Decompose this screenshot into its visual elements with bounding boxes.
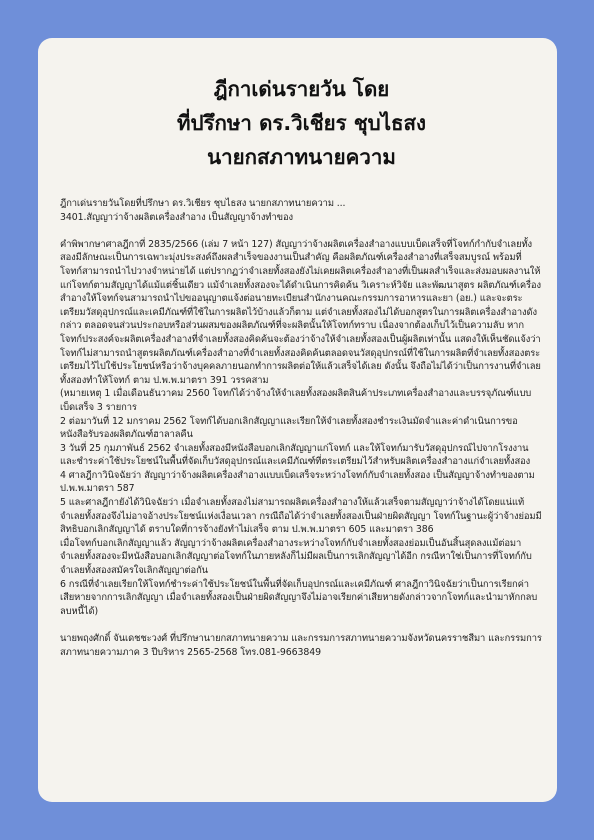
note-1: (หมายเหตุ 1 เมื่อเดือนธันวาคม 2560 โจทก์ได้ว่าจ้างให้จำเลยทั้งสองผลิตสินค้าประเภทเครื่องสำอางและบรรจุภัณฑ์แบบเบ็ดเสร็จ 3 รายการ <box>60 388 532 413</box>
title-line-2: ที่ปรึกษา ดร.วิเชียร ชุบไธสง <box>176 111 427 135</box>
paragraph-spacer <box>60 618 543 632</box>
note-5-continued: เมื่อโจทก์บอกเลิกสัญญาแล้ว สัญญาว่าจ้างผลิตเครื่องสำอางระหว่างโจทก์กับจำเลยทั้งสองย่อมเป็นอันสิ้นสุดลงแม้ต่อมาจำเลยทั้งสองจะมีหนังสือบอกเลิกสัญญาต่อโจทก์ในภายหลังก็ไม่มีผลเป็นการเลิกสัญญาได้อีก กรณีหาใช่เป็นการที่โจทก์กับจำเลยทั้งสองสมัครใจเลิกสัญญาต่อกัน <box>60 537 532 577</box>
note-4: 4 ศาลฎีกาวินิจฉัยว่า สัญญาว่าจ้างผลิตเครื่องสำอางแบบเบ็ดเสร็จระหว่างโจทก์กับจำเลยทั้งสอง เป็นสัญญาจ้างทำของตาม ป.พ.พ.มาตรา 587 <box>60 469 535 495</box>
note-5: 5 และศาลฎีกายังได้วินิจฉัยว่า เมื่อจำเลยทั้งสองไม่สามารถผลิตเครื่องสำอางให้แล้วเสร็จตามสัญญาว่าจ้างได้โดยแน่แท้ จำเลยทั้งสองจึงไม่อาจอ้างประโยชน์แห่งเงื่อนเวลา กรณีถือได้ว่าจำเลยทั้งสองเป็นฝ่ายผิดสัญญา โจทก์ในฐานะผู้ว่าจ้างย่อมมีสิทธิบอกเลิกสัญญาได้ ตราบใดที่การจ้างยังทำไม่เสร็จ ตาม ป.พ.พ.มาตรา 605 และมาตรา 386 <box>60 497 542 536</box>
document-card <box>38 38 557 802</box>
paragraph-spacer <box>60 224 543 238</box>
document-body <box>60 197 543 659</box>
document-title <box>60 72 543 174</box>
note-6: 6 กรณีที่จำเลยเรียกให้โจทก์ชำระค่าใช้ประโยชน์ในพื้นที่จัดเก็บอุปกรณ์และเคมีภัณฑ์ ศาลฎีกาวินิจฉัยว่าเป็นการเรียกค่าเสียหายจากการเลิกสัญญา เมื่อจำเลยทั้งสองเป็นฝ่ายผิดสัญญาจึงไม่อาจเรียกค่าเสียหายดังกล่าวจากโจทก์และนำมาหักกลบลบหนี้ได้) <box>60 578 538 617</box>
judgment-paragraph: คำพิพากษาศาลฎีกาที่ 2835/2566 (เล่ม 7 หน้า 127) สัญญาว่าจ้างผลิตเครื่องสำอางแบบเบ็ดเสร็จที่โจทก์กำกับจำเลยทั้งสองมีลักษณะเป็นการเฉพาะมุ่งประสงค์ถึงผลสำเร็จของงานเป็นสำคัญ คือผลิตภัณฑ์เครื่องสำอางที่เสร็จสมบูรณ์ พร้อมที่โจทก์สามารถนำไปวางจำหน่ายได้ แต่ปรากฏว่าจำเลยทั้งสองยังไม่เคยผลิตเครื่องสำอางที่เป็นผลสำเร็จและส่งมอบผลงานให้แก่โจทก์ตามสัญญาได้แม้แต่ชิ้นเดียว แม้จำเลยทั้งสองจะได้ดำเนินการคิดค้น วิเคราะห์วิจัย และพัฒนาสูตร ผลิตภัณฑ์เครื่องสำอางให้โจทก์จนสามารถนำไปขออนุญาตแจ้งต่อนายทะเบียนสำนักงานคณะกรรมการอาหารและยา (อย.) และจะตระเตรียมวัสดุอุปกรณ์และเคมีภัณฑ์ที่ใช้ในการผลิตไว้บ้างแล้วก็ตาม แต่จำเลยทั้งสองไม่ได้บอกสูตรในการผลิตเครื่องสำอางดังกล่าว ตลอดจนส่วนประกอบหรือส่วนผสมของผลิตภัณฑ์ที่จะผลิตนั้นให้โจทก์ทราบ เนื่องจากต้องเก็บไว้เป็นความลับ หากโจทก์ประสงค์จะผลิตเครื่องสำอางที่จำเลยทั้งสองคิดค้นจะต้องว่าจ้างให้จำเลยทั้งสองเป็นผู้ผลิตเท่านั้น แสดงให้เห็นชัดแจ้งว่า โจทก์ไม่สามารถนำสูตรผลิตภัณฑ์เครื่องสำอางที่จำเลยทั้งสองคิดค้นตลอดจนวัสดุอุปกรณ์ที่ใช้ในการผลิตที่จำเลยทั้งสองตระเตรียมไว้ไปใช้ประโยชน์หรือว่าจ้างบุคคลภายนอกทำการผลิตต่อให้แล้วเสร็จได้เลย ดังนั้น จึงถือไม่ได้ว่าเป็นการงานที่จำเลยทั้งสองทำให้โจทก์ ตาม ป.พ.พ.มาตรา 391 วรรคสาม <box>60 238 541 386</box>
intro-line-1: ฎีกาเด่นรายวันโดยที่ปรึกษา ดร.วิเชียร ชุบไธสง นายกสภาทนายความ ... <box>60 198 346 209</box>
title-line-1: ฎีกาเด่นรายวัน โดย <box>213 77 390 101</box>
title-line-3: นายกสภาทนายความ <box>207 145 396 169</box>
intro-line-2: 3401.สัญญาว่าจ้างผลิตเครื่องสำอาง เป็นสัญญาจ้างทำของ <box>60 211 293 223</box>
note-2: 2 ต่อมาวันที่ 12 มกราคม 2562 โจทก์ได้บอกเลิกสัญญาและเรียกให้จำเลยทั้งสองชำระเงินมัดจำและค่าดำเนินการขอหนังสือรับรองผลิตภัณฑ์ฮาลาลคืน <box>60 415 518 441</box>
author-footer: นายพฤงศักดิ์ จันเดชชะวงศ์ ที่ปรึกษานายกสภาทนายความ และกรรมการสภาทนายความจังหวัดนครราชสีมา และกรรมการสภาทนายความภาค 3 ปีบริหาร 2565-2568 โทร.081-9663849 <box>60 633 542 658</box>
note-3: 3 วันที่ 25 กุมภาพันธ์ 2562 จำเลยทั้งสองมีหนังสือบอกเลิกสัญญาแก่โจทก์ และให้โจทก์มารับวัสดุอุปกรณ์ไปจากโรงงานและชำระค่าใช้ประโยชน์ในพื้นที่จัดเก็บวัสดุอุปกรณ์และเคมีภัณฑ์ที่ตระเตรียมไว้สำหรับผลิตเครื่องสำอางแก่จำเลยทั้งสอง <box>60 442 531 468</box>
